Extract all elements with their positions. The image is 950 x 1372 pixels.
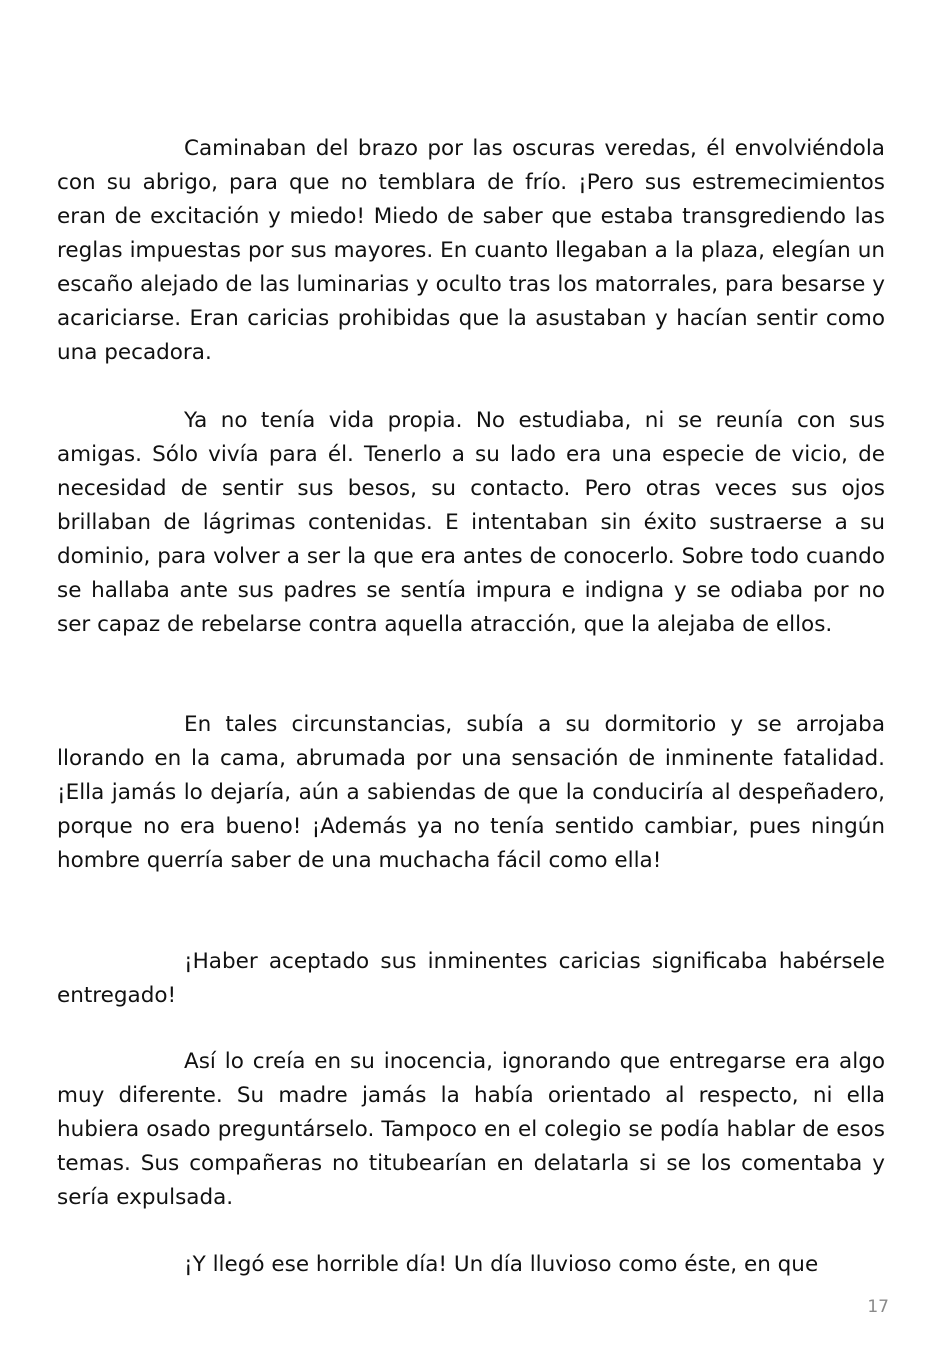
paragraph-1: Caminaban del brazo por las oscuras veredas, él envolviéndola con su abrigo, para que no temblara de frío. ¡Pero sus estremecimientos eran de excitación y miedo! Miedo de saber que estaba transgrediendo las reglas impuestas por sus mayores. En cuanto llegaban a la plaza, elegían un escaño alejado de las luminarias y oculto tras los matorrales, para besarse y acariciarse. Eran caricias prohibidas que la asustaban y hacían sentir como una pecadora. bbox=[57, 136, 885, 365]
paragraph-5: Así lo creía en su inocencia, ignorando que entregarse era algo muy diferente. Su madre jamás la había orientado al respecto, ni ella hubiera osado preguntárselo. Tampoco en el colegio se podía hablar de esos temas. Sus compañeras no titubearían en delatarla si se los comentaba y sería expulsada. bbox=[57, 1049, 885, 1210]
page-number: 17 bbox=[867, 1297, 889, 1317]
paragraph-4: ¡Haber aceptado sus inminentes caricias significaba habérsele entregado! bbox=[57, 949, 885, 1008]
paragraph-6: ¡Y llegó ese horrible día! Un día lluvioso como éste, en que bbox=[184, 1252, 819, 1277]
paragraph-2: Ya no tenía vida propia. No estudiaba, ni se reunía con sus amigas. Sólo vivía para él. Tenerlo a su lado era una especie de vicio, de necesidad de sentir sus besos, su contacto. Pero otras veces sus ojos brillaban de lágrimas contenidas. E intentaban sin éxito sustraerse a su dominio, para volver a ser la que era antes de conocerlo. Sobre todo cuando se hallaba ante sus padres se sentía impura e indigna y se odiaba por no ser capaz de rebelarse contra aquella atracción, que la alejaba de ellos. bbox=[57, 408, 885, 637]
paragraph-3: En tales circunstancias, subía a su dormitorio y se arrojaba llorando en la cama, abrumada por una sensación de inminente fatalidad. ¡Ella jamás lo dejaría, aún a sabiendas de que la conduciría al despeñadero, porque no era bueno! ¡Además ya no tenía sentido cambiar, pues ningún hombre querría saber de una muchacha fácil como ella! bbox=[57, 712, 885, 873]
